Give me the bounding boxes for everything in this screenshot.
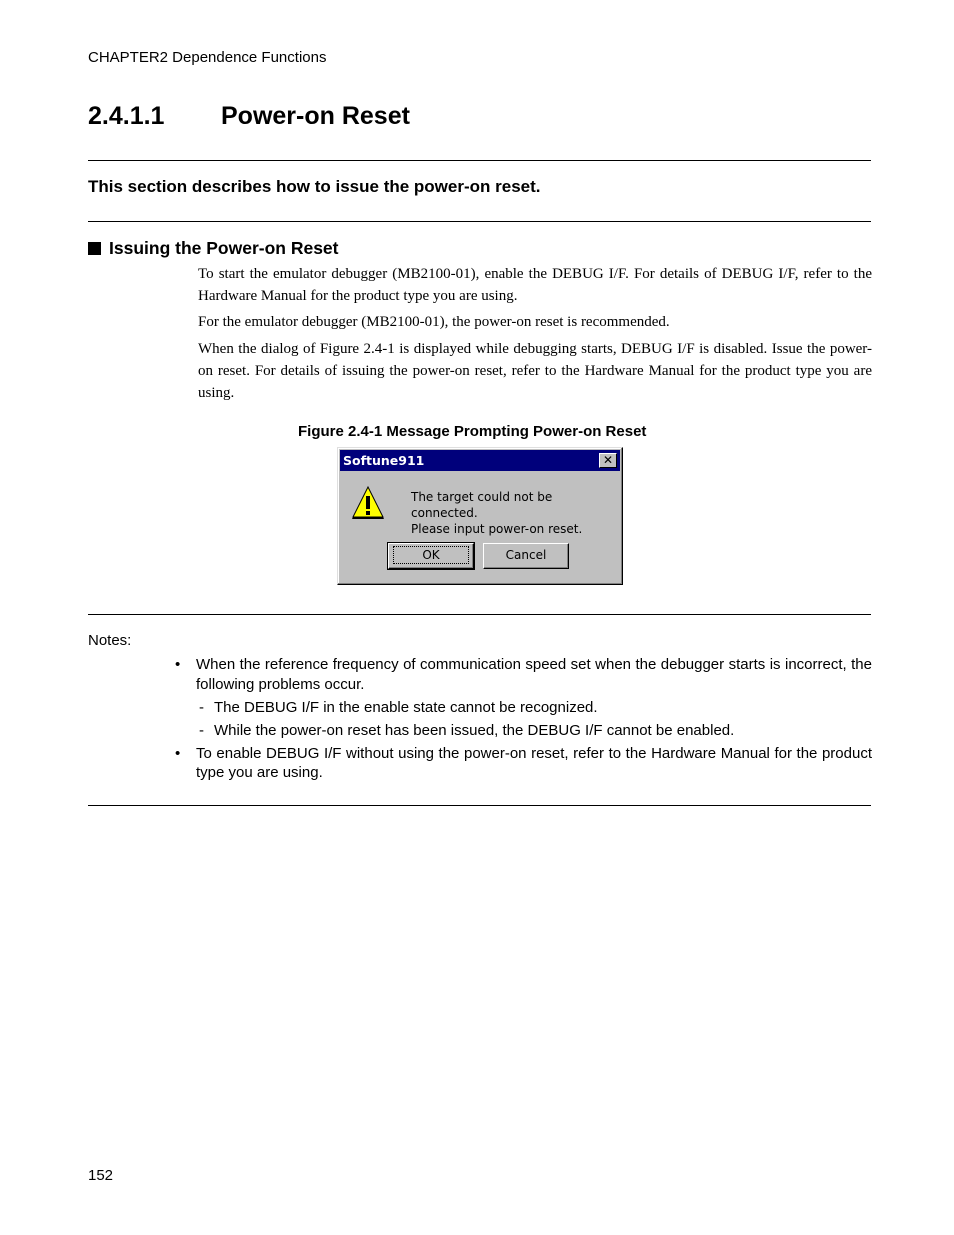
bullet-icon: • [175,744,181,762]
paragraph: To start the emulator debugger (MB2100-01), enable the DEBUG I/F. For details of DEBUG I/F, refer to the Hardware Manual for the product type you are using. [198,266,872,304]
list-item: - While the power-on reset has been issued, the DEBUG I/F cannot be enabled. [199,721,735,739]
ok-label: OK [393,546,469,564]
list-item: • To enable DEBUG I/F without using the power-on reset, refer to the Hardware Manual for the product type you are using. [175,744,872,781]
ok-button[interactable] [388,543,474,569]
message-dialog [337,447,623,585]
section-title-text: Power-on Reset [221,102,410,130]
notes-list [175,655,872,786]
figure-caption: Figure 2.4-1 Message Prompting Power-on Reset [298,423,647,440]
subheading [88,238,338,259]
divider [88,160,871,161]
close-button[interactable] [599,453,617,468]
bullet-icon: • [175,656,181,673]
dialog-titlebar [340,450,620,471]
close-icon: ✕ [602,453,614,467]
subheading-text: Issuing the Power-on Reset [109,238,339,258]
divider [88,221,871,222]
notes-label: Notes: [88,632,132,649]
section-title [88,102,410,131]
square-bullet-icon [88,242,101,255]
lead-text: This section describes how to issue the power-on reset. [88,177,541,196]
list-item: - The DEBUG I/F in the enable state cannot be recognized. [199,698,598,716]
dialog-title: Softune911 [343,453,425,468]
message-line: The target could not be connected. [411,490,553,520]
dialog-message [411,489,622,537]
section-number: 2.4.1.1 [88,102,165,130]
divider [88,614,871,615]
dash-icon: - [199,721,204,739]
dash-icon: - [199,698,204,716]
paragraph: When the dialog of Figure 2.4-1 is displayed while debugging starts, DEBUG I/F is disabled. Issue the power-on reset. For details of issuing the power-on reset, refer to the Hardware Manual for the product type you are using. [198,341,872,401]
list-item: • When the reference frequency of communication speed set when the debugger starts is incorrect, the following problems occur. [175,656,872,693]
cancel-button[interactable]: Cancel [483,543,569,569]
paragraph: For the emulator debugger (MB2100-01), the power-on reset is recommended. [198,314,670,330]
running-head: CHAPTER2 Dependence Functions [88,49,327,66]
message-line: Please input power-on reset. [411,522,583,536]
page-number: 152 [88,1167,114,1184]
warning-icon [350,486,386,522]
divider [88,805,871,806]
